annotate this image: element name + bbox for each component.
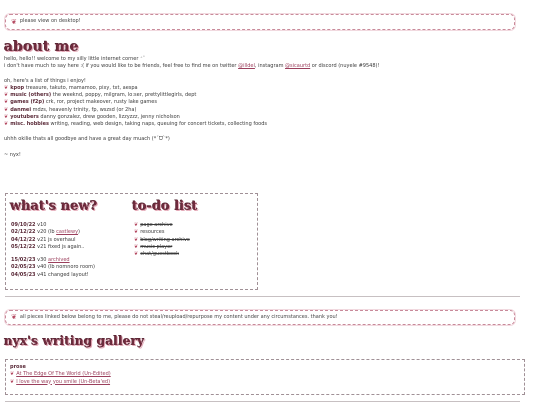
heart-icon: ❦ (134, 251, 139, 257)
changelog-entry: 15/02/23 v30 archived (11, 257, 70, 263)
changelog-list (11, 222, 95, 279)
likes-list (4, 85, 524, 129)
heart-icon: ❦ (11, 17, 17, 26)
heart-icon: ❦ (134, 243, 139, 250)
updates-box (5, 193, 258, 290)
instagram-link[interactable]: @sicaurtd (285, 63, 311, 70)
list-item (10, 379, 111, 386)
heart-icon: ❦ (4, 113, 9, 120)
whats-new-title: what's new? (10, 199, 98, 214)
changelog-entry: 04/05/23 v41 changed layout! (11, 271, 89, 278)
todo-list (134, 222, 190, 258)
list-item: ❦ games (f2p) crk, ror, project makeover, rusty lake games (4, 99, 157, 106)
changelog-entry: 09/10/22 v10 (11, 222, 47, 228)
heart-icon: ❦ (4, 106, 9, 113)
archived-link[interactable]: archived (48, 257, 70, 263)
divider (5, 401, 520, 402)
contact-line: i don't have much to say here :( if you would like to be friends, feel free to find me on twitter @illdel, instagram @sicaurtd or discord (nuyele #9548)! (4, 63, 380, 70)
copyright-notice (5, 310, 515, 325)
list-intro: oh, here's a list of things i enjoy! (4, 77, 86, 84)
changelog-entry: 04/12/22 v21 js overhaul (11, 236, 76, 243)
welcome-line: hello, hello!! welcome to my silly little internet corner ⁺˚ (4, 56, 146, 62)
changelog-entry: 02/12/22 v20 (lb castlewy) (11, 229, 80, 236)
list-item: ❦ danmei mdzs, heavenly trinity, fp, wszsd (or 2ha) (4, 106, 137, 113)
list-item: ❦ youtubers danny gonzalez, drew gooden, lizzyzzz, jenny nicholson (4, 113, 180, 120)
desktop-notice (5, 14, 515, 30)
signoff: ~ nyx! (4, 151, 21, 158)
heart-icon: ❦ (4, 121, 9, 127)
gallery-box (5, 359, 525, 395)
todo-item: ❦ page archive (134, 222, 173, 228)
about-section (4, 56, 524, 159)
todo-title: to-do list (132, 199, 198, 214)
heart-icon: ❦ (4, 92, 9, 98)
list-item (10, 371, 111, 378)
heart-icon: ❦ (134, 229, 139, 236)
heart-icon: ❦ (134, 222, 139, 228)
heart-icon: ❦ (10, 371, 15, 378)
heart-icon: ❦ (4, 99, 9, 106)
about-title: about me (4, 39, 80, 55)
copyright-notice-text: all pieces linked below belong to me, please do not steal/reupload/repurpose my content under any circumstances. thank you! (19, 313, 338, 320)
list-item: ❦ kpop treasure, takuto, mamamoo, pixy, txt, aespa (4, 84, 138, 91)
goodbye-text: uhhh okilie thats all goodbye and have a great day muach (*ˊᗜˋ*) (4, 136, 170, 143)
changelog-entry: 05/12/22 v21 fixed js again.. (11, 243, 85, 250)
todo-item: ❦ music player (134, 243, 173, 250)
heart-icon: ❦ (11, 313, 17, 321)
sparkle-icon: ⁺˚ (139, 56, 146, 62)
gallery-list (10, 364, 111, 386)
list-item: ❦ misc. hobbies writing, reading, web design, taking naps, queuing for concert tickets, collecting foods (4, 121, 268, 127)
heart-icon: ❦ (4, 84, 9, 91)
heart-icon: ❦ (10, 378, 15, 385)
work-link[interactable]: I love the way you smile (Un-Beta'ed) (16, 378, 111, 385)
todo-item: ❦ chat/guestbook (134, 251, 180, 257)
section-label: prose (10, 364, 26, 370)
gallery-title: nyx's writing gallery (4, 334, 145, 348)
list-item: ❦ music (others) the weeknd, poppy, milgram, lo:ser, prettylittlegirls, dept (4, 92, 197, 98)
heart-icon: ❦ (134, 236, 139, 243)
changelog-entry: 02/05/23 v40 (lb nomnoro room) (11, 264, 95, 271)
divider (5, 296, 520, 297)
desktop-notice-text: please view on desktop! (19, 18, 81, 25)
twitter-link[interactable]: @illdel (238, 63, 255, 70)
work-link[interactable]: At The Edge Of The World (Un-Edited) (16, 371, 111, 378)
todo-item: ❦ blog/writing archive (134, 236, 190, 243)
changelog-link[interactable]: castlewy (56, 229, 79, 236)
todo-item: ❦ resources (134, 229, 165, 236)
